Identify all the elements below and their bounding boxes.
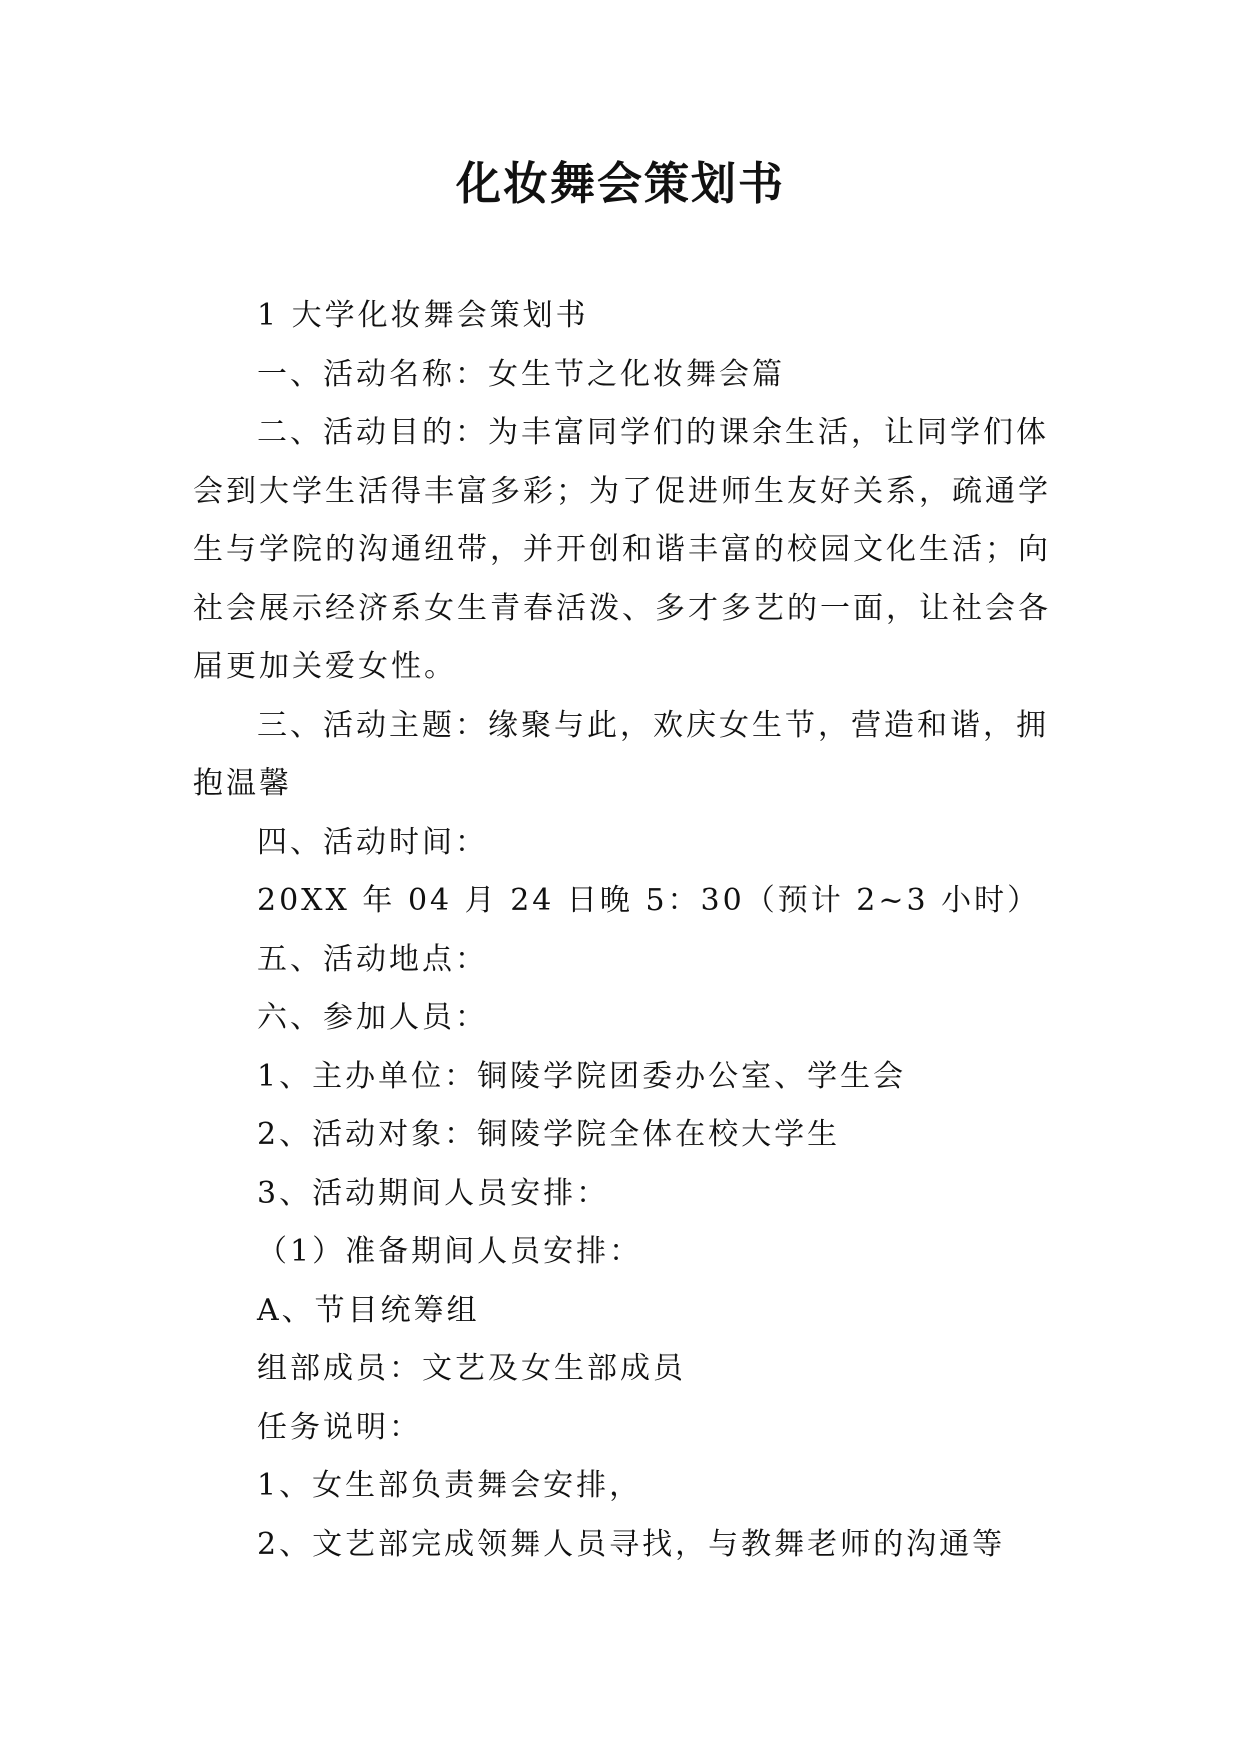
paragraph-line: 组部成员：文艺及女生部成员 bbox=[257, 1351, 686, 1386]
paragraph-line: 三、活动主题：缘聚与此，欢庆女生节，营造和谐，拥 bbox=[257, 707, 1049, 743]
paragraph-line: 抱温馨 bbox=[193, 766, 292, 801]
paragraph-line: A、节目统筹组 bbox=[257, 1292, 480, 1328]
paragraph-line: 2、文艺部完成领舞人员寻找，与教舞老师的沟通等 bbox=[257, 1526, 1006, 1562]
paragraph-line: （1）准备期间人员安排： bbox=[257, 1234, 643, 1269]
paragraph-line: 届更加关爱女性。 bbox=[193, 649, 457, 684]
paragraph-line: 任务说明： bbox=[257, 1409, 422, 1445]
paragraph-line: 社会展示经济系女生青春活泼、多才多艺的一面，让社会各 bbox=[193, 590, 1051, 626]
paragraph-line: 1 大学化妆舞会策划书 bbox=[257, 298, 589, 333]
document-title: 化妆舞会策划书 bbox=[455, 157, 785, 210]
paragraph-line: 1、女生部负责舞会安排， bbox=[257, 1468, 643, 1503]
paragraph-line: 六、参加人员： bbox=[257, 1000, 488, 1035]
paragraph-line: 20XX 年 04 月 24 日晚 5：30（预计 2~3 小时） bbox=[257, 883, 1041, 918]
paragraph-line: 一、活动名称：女生节之化妆舞会篇 bbox=[257, 356, 785, 392]
paragraph-line: 会到大学生活得丰富多彩；为了促进师生友好关系，疏通学 bbox=[193, 473, 1051, 509]
paragraph-line: 1、主办单位：铜陵学院团委办公室、学生会 bbox=[257, 1058, 907, 1094]
paragraph-line: 3、活动期间人员安排： bbox=[257, 1175, 610, 1211]
paragraph-line: 二、活动目的：为丰富同学们的课余生活，让同学们体 bbox=[257, 415, 1049, 450]
paragraph-line: 生与学院的沟通纽带，并开创和谐丰富的校园文化生活；向 bbox=[193, 532, 1051, 567]
paragraph-line: 五、活动地点： bbox=[257, 941, 488, 977]
paragraph-line: 2、活动对象：铜陵学院全体在校大学生 bbox=[257, 1117, 841, 1152]
paragraph-line: 四、活动时间： bbox=[257, 824, 488, 860]
document-body bbox=[193, 287, 1051, 1574]
